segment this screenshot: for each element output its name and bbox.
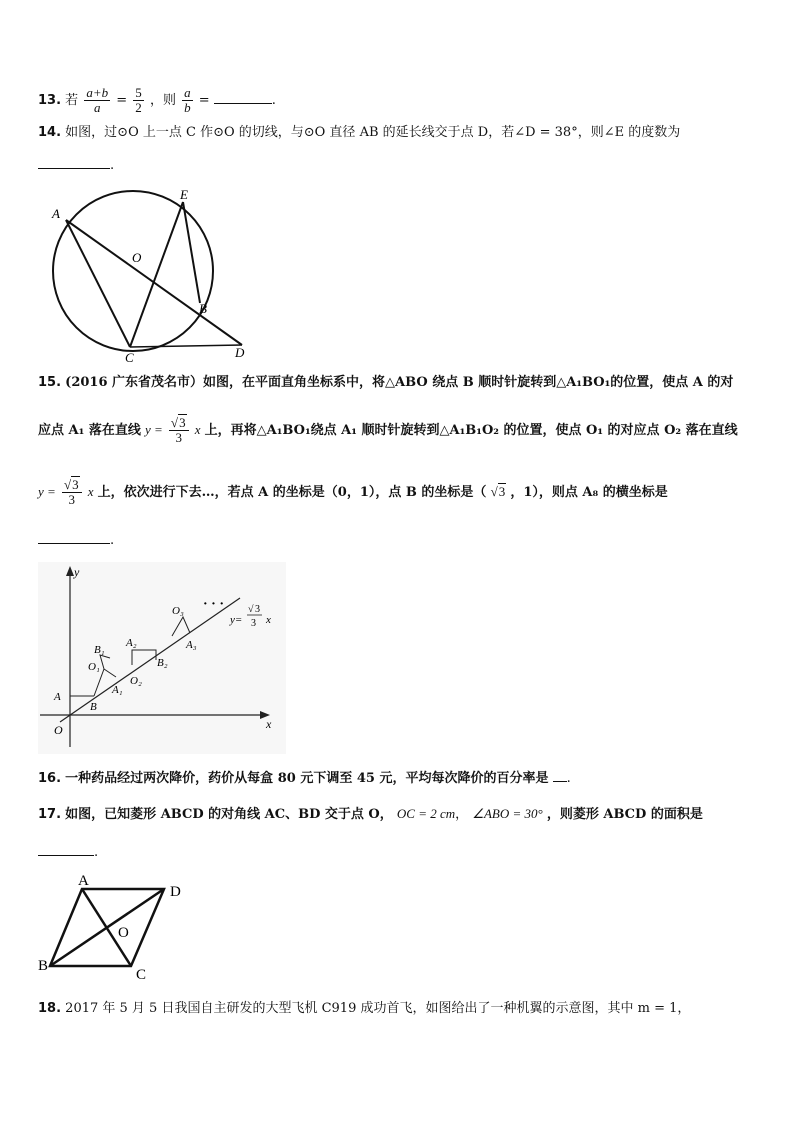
- origin-label: O: [54, 723, 63, 737]
- fraction-a-over-b: $\frac{a}{b}$: [184, 85, 191, 115]
- question-15-line-3: y = $\frac{√3}{3}$ x 上，依次进行下去…，若点 A 的坐标是（0，1），点 B 的坐标是（ √3 ，1），则点 A₈ 的横坐标是: [38, 477, 668, 507]
- answer-blank[interactable]: [38, 855, 94, 856]
- circle-o: [53, 191, 213, 351]
- line-label-sqrt-value: 3: [255, 604, 260, 615]
- question-15-line-2: 应点 A₁ 落在直线 y = $\frac{√3}{3}$ x 上，再将△A₁BO₁绕点 A₁ 顺时针旋转到△A₁B₁O₂ 的位置，使点 O₁ 的对应点 O₂ 落在直线: [38, 415, 738, 445]
- question-15-line-1: [38, 372, 758, 394]
- rhombus-figure: [36, 872, 196, 984]
- question-number: 18.: [38, 1001, 62, 1016]
- answer-blank[interactable]: [553, 781, 567, 782]
- label-c: C: [136, 967, 147, 983]
- sqrt-3: √3: [490, 484, 506, 499]
- x-axis-label: x: [266, 717, 272, 731]
- y-axis-label: y: [74, 565, 80, 579]
- label-d: D: [235, 345, 245, 360]
- label-e: E: [180, 187, 188, 202]
- answer-blank[interactable]: [38, 168, 110, 169]
- fraction-sqrt3-over-3: $\frac{√3}{3}$: [169, 416, 189, 445]
- label-b: B: [199, 301, 207, 316]
- question-text: 如图，过⊙O 上一点 C 作⊙O 的切线，与⊙O 直径 AB 的延长线交于点 D，若∠D = 38°，则∠E 的度数为: [65, 125, 681, 140]
- label-c: C: [125, 350, 134, 365]
- line-label-den: 3: [251, 618, 256, 629]
- continuation-dots: · · ·: [203, 597, 225, 612]
- line-label-y: y=: [230, 614, 243, 626]
- question-18: [38, 998, 758, 1020]
- question-17-answer: .: [38, 842, 758, 864]
- question-text: (2016 广东省茂名市）如图，在平面直角坐标系中，将△ABO 绕点 B 顺时针旋转到△A₁BO₁的位置，使点 A 的对: [65, 375, 734, 390]
- fraction-5-over-2: $\frac{5}{2}$: [135, 85, 142, 115]
- line-label-x: x: [266, 614, 271, 626]
- label-o: O: [118, 925, 129, 941]
- question-number: 15.: [38, 375, 62, 390]
- question-17: 17. 如图，已知菱形 ABCD 的对角线 AC、BD 交于点 O， OC = 2 cm， ∠ABO = 30° ，则菱形 ABCD 的面积是: [38, 806, 703, 822]
- label-o1: O₁: [88, 661, 100, 673]
- question-number: 13.: [38, 93, 62, 108]
- question-14: [38, 122, 758, 144]
- question-text: 若: [65, 93, 79, 108]
- label-a3: A₃: [186, 639, 197, 651]
- label-a: A: [78, 873, 89, 889]
- label-b: B: [90, 701, 97, 713]
- rotation-coordinate-figure: [38, 562, 286, 754]
- segment-ce: [130, 202, 183, 347]
- angle-abo: ∠ABO = 30°: [472, 806, 543, 821]
- question-16: 16. 一种药品经过两次降价，药价从每盒 80 元下调至 45 元，平均每次降价的百分率是 .: [38, 771, 571, 786]
- answer-blank[interactable]: [214, 103, 272, 104]
- label-a2: A₂: [126, 637, 137, 649]
- label-b2: B₂: [157, 657, 168, 669]
- label-o: O: [132, 250, 142, 265]
- fraction-a-plus-b-over-a: $\frac{a+b}{a}$: [86, 85, 109, 115]
- label-o3: O₃: [172, 605, 184, 617]
- question-number: 14.: [38, 125, 62, 140]
- oc-length: OC = 2 cm: [396, 806, 456, 821]
- circle-tangent-figure: [40, 185, 260, 365]
- label-b: B: [38, 958, 49, 974]
- question-number: 17.: [38, 807, 62, 822]
- label-b1: B₁: [94, 644, 105, 656]
- tangent-cd: [130, 345, 242, 347]
- question-text: 如图，已知菱形 ABCD 的对角线 AC、BD 交于点 O，: [65, 807, 393, 822]
- question-15-answer: .: [38, 530, 758, 552]
- question-text: 2017 年 5 月 5 日我国自主研发的大型飞机 C919 成功首飞，如图给出了一种机翼的示意图，其中 m = 1，: [65, 1001, 691, 1016]
- label-o2: O₂: [130, 675, 142, 687]
- label-d: D: [170, 884, 181, 900]
- answer-blank[interactable]: [38, 543, 110, 544]
- line-label-sqrt: √: [248, 604, 254, 615]
- fraction-sqrt3-over-3: $\frac{√3}{3}$: [62, 478, 82, 507]
- label-a: A: [52, 206, 60, 221]
- label-a: A: [54, 691, 61, 703]
- question-14-answer: .: [38, 155, 758, 177]
- label-a1: A₁: [112, 684, 123, 696]
- question-text: 一种药品经过两次降价，药价从每盒 80 元下调至 45 元，平均每次降价的百分率是: [65, 771, 549, 786]
- question-number: 16.: [38, 771, 62, 786]
- question-13: 13. 若 $\frac{a+b}{a}$ = $\frac{5}{2}$ ，则 $\frac{a}{b}$ = .: [38, 85, 276, 115]
